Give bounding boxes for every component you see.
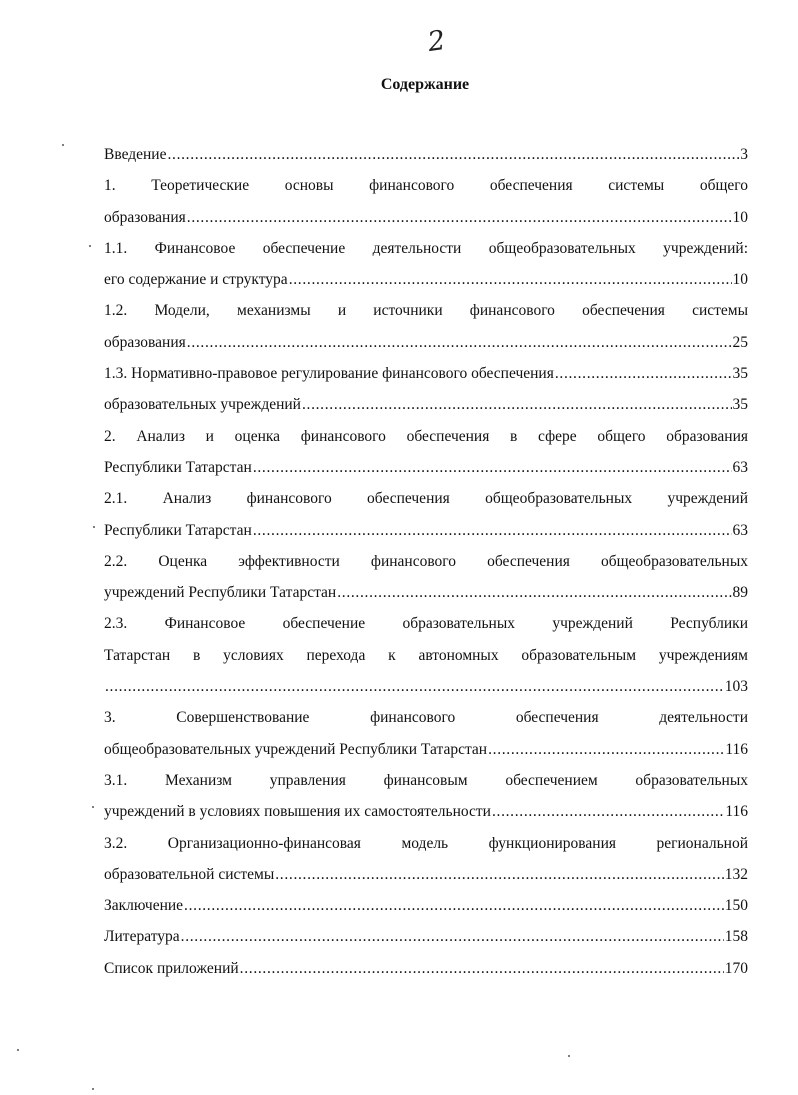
toc-entry (104, 765, 748, 828)
toc-page-number: 35 (732, 365, 748, 383)
toc-entry-text: 2.3. Финансовое обеспечение образовательных учреждений Республики (104, 615, 748, 633)
dot-leader (488, 734, 724, 765)
toc-page-number: 89 (732, 584, 748, 602)
toc-page-number: 116 (725, 740, 748, 758)
toc-entry-text: 1. Теоретические основы финансового обеспечения системы общего (104, 177, 748, 195)
dot-leader (337, 577, 731, 608)
toc-page-number: 103 (724, 678, 748, 696)
toc-entry (104, 170, 748, 233)
dot-leader (302, 389, 732, 420)
toc-entry (104, 828, 748, 891)
toc-entry-text: 2.1. Анализ финансового обеспечения общеобразовательных учреждений (104, 490, 748, 508)
toc-entry-text: образовательной системы (104, 865, 275, 883)
toc-entry-text: 3. Совершенствование финансового обеспечения деятельности (104, 709, 748, 727)
toc-entry-line (104, 796, 748, 827)
toc-entry-line (104, 921, 748, 952)
scan-speck (62, 144, 64, 146)
toc-page-number: 63 (732, 521, 748, 539)
scan-speck (93, 526, 95, 528)
table-of-contents (104, 139, 748, 984)
dot-leader (253, 452, 732, 483)
dot-leader (240, 953, 724, 984)
toc-page-number: 63 (732, 458, 748, 476)
toc-page-number: 3 (740, 146, 748, 163)
toc-entry (104, 890, 748, 921)
toc-entry (104, 483, 748, 546)
dot-leader (105, 671, 724, 702)
toc-entry (104, 233, 748, 296)
toc-page-number: 10 (732, 208, 748, 226)
toc-entry-line (104, 264, 748, 295)
toc-entry-text: 3.2. Организационно-финансовая модель функционирования региональной (104, 834, 748, 852)
toc-entry-line (104, 389, 748, 420)
toc-entry-line (104, 483, 748, 514)
toc-entry-text: учреждений в условиях повышения их самостоятельности (104, 803, 491, 821)
toc-entry-text: 2.2. Оценка эффективности финансового обеспечения общеобразовательных (104, 552, 748, 570)
toc-entry-line (104, 170, 748, 201)
toc-page-number: 116 (725, 803, 748, 821)
toc-entry-line (104, 671, 748, 702)
toc-entry (104, 139, 748, 170)
toc-entry-text: Республики Татарстан (104, 458, 252, 476)
dot-leader (187, 327, 732, 358)
toc-entry-line (104, 702, 748, 733)
toc-entry-line (104, 640, 748, 671)
dot-leader (187, 202, 732, 233)
dot-leader (184, 890, 724, 921)
page-title: Содержание (380, 76, 470, 93)
toc-entry-line (104, 139, 748, 170)
toc-entry-line (104, 890, 748, 921)
toc-page-number: 35 (732, 396, 748, 414)
toc-entry-line (104, 828, 748, 859)
scan-speck (92, 806, 94, 808)
toc-entry-text: Заключение (104, 897, 184, 915)
dot-leader (555, 358, 732, 389)
toc-entry (104, 608, 748, 702)
toc-entry (104, 953, 748, 984)
toc-entry-line (104, 515, 748, 546)
toc-entry-line (104, 327, 748, 358)
toc-entry-line (104, 953, 748, 984)
handwritten-page-number: 2 (425, 24, 448, 59)
toc-entry-text: образования (104, 333, 186, 351)
toc-entry (104, 295, 748, 358)
toc-entry (104, 421, 748, 484)
dot-leader (253, 515, 732, 546)
dot-leader (289, 264, 732, 295)
toc-entry-text: Республики Татарстан (104, 521, 252, 539)
toc-page-number: 132 (724, 865, 748, 883)
toc-page-number: 10 (732, 271, 748, 289)
toc-entry-text: его содержание и структура (104, 271, 288, 289)
scan-speck (17, 1049, 19, 1051)
toc-entry-line (104, 421, 748, 452)
toc-entry-line (104, 358, 748, 389)
toc-page-number: 170 (724, 959, 748, 977)
toc-entry-text: 3.1. Механизм управления финансовым обеспечением образовательных (104, 771, 748, 789)
toc-entry-line (104, 765, 748, 796)
toc-entry-text: 1.3. Нормативно-правовое регулирование финансового обеспечения (104, 365, 554, 383)
dot-leader (167, 139, 739, 170)
toc-entry-text: 1.1. Финансовое обеспечение деятельности общеобразовательных учреждений: (104, 239, 748, 257)
toc-entry-text: учреждений Республики Татарстан (104, 584, 337, 602)
toc-entry-line (104, 202, 748, 233)
toc-entry-text: образования (104, 208, 186, 226)
toc-entry-text: Введение (104, 146, 167, 163)
scan-speck (89, 245, 91, 247)
toc-entry-text: 2. Анализ и оценка финансового обеспечения в сфере общего образования (104, 427, 748, 445)
toc-entry-line (104, 859, 748, 890)
toc-entry-line (104, 546, 748, 577)
scan-speck (92, 1088, 94, 1090)
toc-entry-text: 1.2. Модели, механизмы и источники финансового обеспечения системы (104, 302, 748, 320)
toc-entry-text: общеобразовательных учреждений Республики Татарстан (104, 740, 488, 758)
dot-leader (181, 921, 724, 952)
toc-page-number: 150 (724, 897, 748, 915)
toc-entry (104, 358, 748, 389)
toc-entry-text: Литература (104, 928, 180, 946)
scan-speck (568, 1055, 570, 1057)
toc-entry-text: Татарстан в условиях перехода к автономных образовательным учреждениям (104, 646, 748, 664)
toc-entry-line (104, 608, 748, 639)
toc-page-number: 25 (732, 333, 748, 351)
dot-leader (492, 796, 724, 827)
dot-leader (275, 859, 724, 890)
toc-entry (104, 389, 748, 420)
toc-entry (104, 546, 748, 609)
toc-page-number: 158 (724, 928, 748, 946)
toc-entry-text: Список приложений (104, 959, 239, 977)
toc-entry-line (104, 734, 748, 765)
toc-entry (104, 921, 748, 952)
toc-entry-line (104, 233, 748, 264)
toc-entry-line (104, 452, 748, 483)
toc-entry-text: образовательных учреждений (104, 396, 301, 414)
toc-entry-line (104, 577, 748, 608)
toc-entry (104, 702, 748, 765)
toc-entry-line (104, 295, 748, 326)
